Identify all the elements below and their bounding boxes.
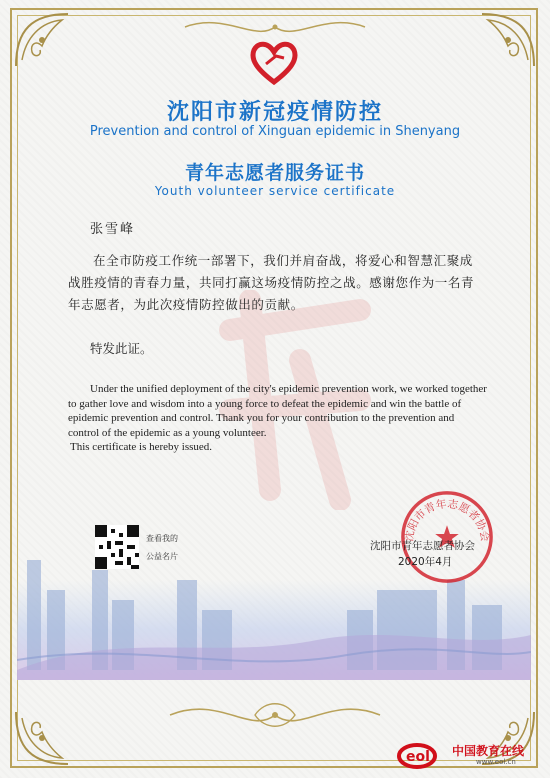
corner-ornament-icon [12, 708, 82, 768]
official-seal-icon [398, 488, 496, 586]
issued-statement-en: This certificate is hereby issued. [70, 441, 213, 453]
issuer-name: 沈阳市青年志愿者协会 [370, 540, 475, 552]
issue-date: 2020年4月 [398, 556, 453, 568]
qr-caption-line-2: 公益名片 [146, 552, 178, 561]
qr-code-icon[interactable] [95, 525, 139, 569]
eol-logo-text: eol [406, 749, 430, 765]
body-text-cn [68, 250, 478, 316]
corner-ornament-icon [12, 10, 82, 70]
body-paragraph-cn: 在全市防疫工作统一部署下，我们并肩奋战，将爱心和智慧汇聚成战胜疫情的青春力量，共同打赢这场疫情防控之战。感谢您作为一名青年志愿者，为此次疫情防控做出的贡献。 [68, 253, 475, 312]
body-text-en [68, 382, 488, 440]
body-paragraph-en: Under the unified deployment of the city's epidemic prevention work, we worked together to gather love and wisdom into a young force to defeat the epidemic and win the battle of epidemic prevention and control. Thank you for your contribution to the prevention and control of the epidemic as a young volunteer. [68, 383, 487, 439]
heart-hand-icon [248, 38, 300, 86]
title-cn: 沈阳市新冠疫情防控 [166, 100, 383, 125]
brand-url[interactable]: www.eol.cn [476, 758, 516, 766]
bottom-flourish-icon [160, 690, 390, 740]
title-en: Prevention and control of Xinguan epidemic in Shenyang [89, 124, 461, 139]
subtitle-en: Youth volunteer service certificate [154, 184, 396, 198]
recipient-name: 张雪峰 [90, 222, 136, 237]
qr-caption-line-1: 查看我的 [146, 534, 178, 543]
issued-statement-cn: 特发此证。 [90, 341, 153, 356]
seal-text: 沈阳市青年志愿者协会 [402, 497, 492, 543]
corner-ornament-icon [468, 10, 538, 70]
subtitle-cn: 青年志愿者服务证书 [184, 162, 365, 184]
brand-name-cn: 中国教育在线 [452, 744, 525, 758]
